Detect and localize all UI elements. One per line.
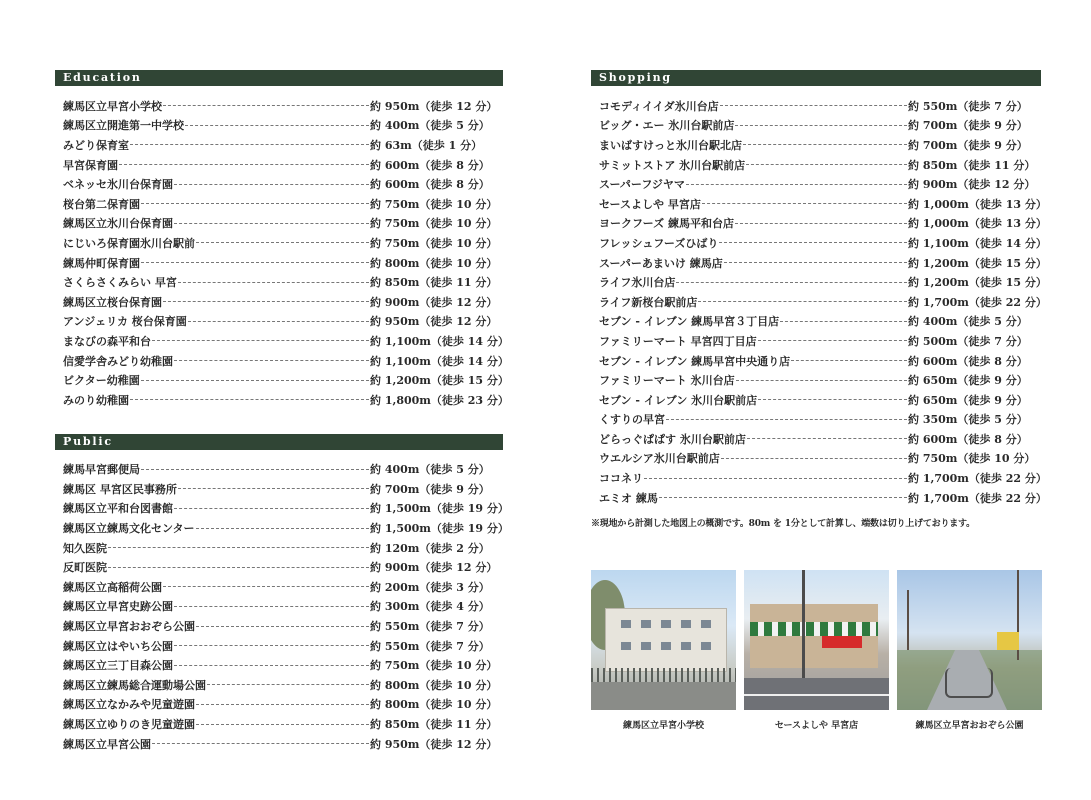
dotted-leader (196, 724, 369, 725)
distance-value: 約 850m（徒歩 11 分） (908, 158, 1036, 172)
facility-name: 早宮保育園 (63, 158, 118, 172)
facility-name: エミオ 練馬 (599, 491, 658, 505)
dotted-leader (174, 606, 369, 607)
dotted-leader (735, 223, 907, 224)
dotted-leader (720, 105, 907, 106)
distance-value: 約 1,000m（徒歩 13 分） (908, 217, 1047, 231)
distance-value: 約 750m（徒歩 10 分） (370, 659, 498, 673)
list-item (63, 214, 503, 234)
distance-value: 約 1,100m（徒歩 14 分） (370, 334, 509, 348)
facility-name: 信愛学舎みどり幼稚園 (63, 354, 173, 368)
facility-name: ベネッセ氷川台保育園 (63, 178, 173, 192)
list-item (63, 695, 503, 715)
right-column (591, 70, 1047, 530)
facility-name: くすりの早宮 (599, 413, 665, 427)
facility-name: 練馬区立練馬文化センター (63, 522, 195, 536)
dotted-leader (163, 301, 369, 302)
facility-name: まいばすけっと氷川台駅北店 (599, 138, 742, 152)
school-photo (591, 570, 736, 710)
facility-name: セブン - イレブン 氷川台駅前店 (599, 393, 758, 407)
facility-name: ヨークフーズ 練馬平和台店 (599, 217, 734, 231)
distance-value: 約 1,500m（徒歩 19 分） (370, 522, 509, 536)
list-item (63, 135, 503, 155)
facility-name: 桜台第二保育園 (63, 197, 140, 211)
distance-note: ※現地から計測した地図上の概測です。80m を 1分として計算し、端数は切り上げております。 (591, 519, 975, 530)
dotted-leader (178, 282, 369, 283)
distance-value: 約 600m（徒歩 8 分） (370, 178, 490, 192)
distance-value: 約 1,500m（徒歩 19 分） (370, 502, 509, 516)
facility-name: 練馬区立早宮史跡公園 (63, 600, 173, 614)
list-item (63, 538, 503, 558)
education-list (55, 96, 509, 410)
dotted-leader (196, 704, 369, 705)
distance-value: 約 900m（徒歩 12 分） (370, 295, 498, 309)
left-column (55, 70, 509, 753)
facility-name: ライフ新桜台駅前店 (599, 295, 698, 309)
list-item (63, 557, 503, 577)
distance-value: 約 850m（徒歩 11 分） (370, 276, 498, 290)
facility-name: ライフ氷川台店 (599, 276, 676, 290)
dotted-leader (666, 419, 907, 420)
distance-value: 約 1,200m（徒歩 15 分） (370, 374, 509, 388)
photo-card-store (744, 570, 889, 731)
distance-value: 約 1,200m（徒歩 15 分） (908, 276, 1047, 290)
facility-name: さくらさくみらい 早宮 (63, 276, 177, 290)
list-item (63, 370, 509, 390)
facility-name: 練馬区立練馬総合運動場公園 (63, 678, 206, 692)
distance-value: 約 650m（徒歩 9 分） (908, 374, 1028, 388)
distance-value: 約 750m（徒歩 10 分） (370, 197, 498, 211)
facility-name: 練馬区立早宮小学校 (63, 99, 162, 113)
dotted-leader (141, 262, 369, 263)
dotted-leader (119, 164, 369, 165)
facility-name: ビッグ・エー 氷川台駅前店 (599, 119, 735, 133)
photo-card-park (897, 570, 1042, 731)
distance-value: 約 900m（徒歩 12 分） (370, 561, 498, 575)
list-item (599, 214, 1047, 234)
facility-name: ファミリーマート 氷川台店 (599, 374, 735, 388)
store-photo (744, 570, 889, 710)
distance-value: 約 800m（徒歩 10 分） (370, 256, 498, 270)
distance-value: 約 900m（徒歩 12 分） (908, 178, 1036, 192)
facility-name: 練馬区立早宮おおぞら公園 (63, 620, 195, 634)
list-item (599, 312, 1041, 332)
distance-value: 約 750m（徒歩 10 分） (370, 217, 498, 231)
list-item (63, 253, 503, 273)
dotted-leader (196, 626, 369, 627)
dotted-leader (130, 144, 369, 145)
public-list (55, 460, 509, 754)
list-item (63, 174, 503, 194)
facility-name: フレッシュフーズひばり (599, 236, 719, 250)
dotted-leader (659, 497, 907, 498)
distance-value: 約 800m（徒歩 10 分） (370, 678, 498, 692)
distance-value: 約 300m（徒歩 4 分） (370, 600, 490, 614)
facility-name: 練馬区立氷川台保育園 (63, 217, 173, 231)
facility-name: セブン - イレブン 練馬早宮中央通り店 (599, 354, 791, 368)
dotted-leader (141, 203, 369, 204)
distance-value: 約 550m（徒歩 7 分） (370, 620, 490, 634)
distance-value: 約 550m（徒歩 7 分） (908, 99, 1028, 113)
distance-value: 約 600m（徒歩 8 分） (908, 354, 1028, 368)
facility-name: アンジェリカ 桜台保育園 (63, 315, 187, 329)
dotted-leader (702, 203, 907, 204)
facility-name: みどり保育室 (63, 138, 129, 152)
list-item (599, 390, 1041, 410)
dotted-leader (130, 399, 369, 400)
dotted-leader (698, 301, 907, 302)
distance-value: 約 1,200m（徒歩 15 分） (908, 256, 1047, 270)
list-item (599, 410, 1041, 430)
dotted-leader (141, 469, 369, 470)
dotted-leader (676, 282, 907, 283)
facility-name: まなびの森平和台 (63, 334, 151, 348)
dotted-leader (152, 340, 369, 341)
list-item (63, 233, 503, 253)
list-item (599, 116, 1041, 136)
distance-value: 約 1,100m（徒歩 14 分） (908, 236, 1047, 250)
dotted-leader (721, 458, 907, 459)
distance-value: 約 1,700m（徒歩 22 分） (908, 295, 1047, 309)
facility-name: ココネリ (599, 472, 643, 486)
dotted-leader (746, 164, 907, 165)
distance-value: 約 750m（徒歩 10 分） (908, 452, 1036, 466)
facility-name: 知久医院 (63, 541, 107, 555)
list-item (63, 636, 503, 656)
dotted-leader (185, 125, 369, 126)
shopping-heading: Shopping (591, 70, 1041, 86)
dotted-leader (174, 508, 369, 509)
list-item (63, 577, 503, 597)
education-heading: Education (55, 70, 503, 86)
facility-name: 練馬区立はやいち公園 (63, 639, 173, 653)
list-item (63, 499, 509, 519)
list-item (63, 194, 503, 214)
public-heading: Public (55, 434, 503, 450)
facility-name: スーパーフジヤマ (599, 178, 685, 192)
list-item (63, 292, 503, 312)
distance-value: 約 550m（徒歩 7 分） (370, 639, 490, 653)
dotted-leader (108, 567, 369, 568)
facility-name: 練馬区立高稲荷公園 (63, 580, 162, 594)
dotted-leader (747, 438, 907, 439)
list-item (599, 194, 1047, 214)
facility-name: 練馬区立開進第一中学校 (63, 119, 184, 133)
facility-name: ビクター幼稚園 (63, 374, 140, 388)
list-item (599, 449, 1041, 469)
distance-value: 約 200m（徒歩 3 分） (370, 580, 490, 594)
list-item (63, 155, 503, 175)
list-item (63, 390, 509, 410)
park-photo (897, 570, 1042, 710)
list-item (599, 233, 1047, 253)
dotted-leader (719, 242, 907, 243)
distance-value: 約 1,000m（徒歩 13 分） (908, 197, 1047, 211)
distance-value: 約 1,800m（徒歩 23 分） (370, 393, 509, 407)
list-item (599, 253, 1047, 273)
distance-value: 約 600m（徒歩 8 分） (370, 158, 490, 172)
distance-value: 約 950m（徒歩 12 分） (370, 315, 498, 329)
dotted-leader (736, 380, 907, 381)
distance-value: 約 600m（徒歩 8 分） (908, 432, 1028, 446)
dotted-leader (174, 223, 369, 224)
list-item (63, 351, 509, 371)
dotted-leader (791, 360, 907, 361)
distance-value: 約 850m（徒歩 11 分） (370, 718, 498, 732)
distance-value: 約 950m（徒歩 12 分） (370, 737, 498, 751)
dotted-leader (174, 184, 369, 185)
list-item (63, 460, 503, 480)
dotted-leader (724, 262, 907, 263)
list-item (63, 116, 503, 136)
list-item (63, 272, 503, 292)
list-item (599, 155, 1041, 175)
facility-name: 練馬区 早宮区民事務所 (63, 482, 177, 496)
facility-name: 練馬区立三丁目森公園 (63, 659, 173, 673)
distance-value: 約 400m（徒歩 5 分） (370, 463, 490, 477)
dotted-leader (196, 528, 369, 529)
dotted-leader (758, 340, 907, 341)
list-item (599, 292, 1047, 312)
dotted-leader (196, 242, 369, 243)
list-item (63, 312, 503, 332)
facility-name: セブン - イレブン 練馬早宮３丁目店 (599, 315, 780, 329)
distance-value: 約 400m（徒歩 5 分） (370, 119, 490, 133)
list-item (63, 479, 503, 499)
dotted-leader (735, 125, 907, 126)
list-item (599, 135, 1041, 155)
distance-value: 約 1,100m（徒歩 14 分） (370, 354, 509, 368)
dotted-leader (686, 184, 907, 185)
facility-name: 練馬早宮郵便局 (63, 463, 140, 477)
distance-value: 約 120m（徒歩 2 分） (370, 541, 490, 555)
dotted-leader (780, 321, 907, 322)
facility-name: にじいろ保育園氷川台駅前 (63, 236, 195, 250)
distance-value: 約 1,700m（徒歩 22 分） (908, 491, 1047, 505)
distance-value: 約 1,700m（徒歩 22 分） (908, 472, 1047, 486)
dotted-leader (178, 488, 369, 489)
facility-name: サミットストア 氷川台駅前店 (599, 158, 746, 172)
list-item (63, 96, 503, 116)
distance-value: 約 400m（徒歩 5 分） (908, 315, 1028, 329)
facility-name: 練馬区立桜台保育園 (63, 295, 162, 309)
photo-caption: 練馬区立早宮おおぞら公園 (915, 721, 1024, 731)
photo-card-school (591, 570, 736, 731)
dotted-leader (163, 105, 369, 106)
facility-name: 練馬区立平和台図書館 (63, 502, 173, 516)
facility-name: みのり幼稚園 (63, 393, 129, 407)
distance-value: 約 500m（徒歩 7 分） (908, 334, 1028, 348)
distance-value: 約 800m（徒歩 10 分） (370, 698, 498, 712)
facility-name: 練馬区立ゆりのき児童遊園 (63, 718, 195, 732)
photo-caption: 練馬区立早宮小学校 (622, 721, 704, 731)
dotted-leader (174, 360, 369, 361)
distance-value: 約 700m（徒歩 9 分） (370, 482, 490, 496)
facility-name: 練馬仲町保育園 (63, 256, 140, 270)
facility-name: ファミリーマート 早宮四丁目店 (599, 334, 757, 348)
list-item (63, 597, 503, 617)
list-item (599, 488, 1047, 508)
list-item (63, 675, 503, 695)
facility-name: どらっぐぱぱす 氷川台駅前店 (599, 432, 746, 446)
list-item (599, 370, 1041, 390)
facility-name: 反町医院 (63, 561, 107, 575)
distance-value: 約 750m（徒歩 10 分） (370, 236, 498, 250)
list-item (63, 655, 503, 675)
distance-value: 約 700m（徒歩 9 分） (908, 138, 1028, 152)
list-item (599, 331, 1041, 351)
dotted-leader (174, 665, 369, 666)
facility-name: スーパーあまいけ 練馬店 (599, 256, 723, 270)
facility-name: 練馬区立なかみや児童遊園 (63, 698, 195, 712)
distance-value: 約 63m（徒歩 1 分） (370, 138, 483, 152)
facility-name: ウエルシア氷川台駅前店 (599, 452, 720, 466)
list-item (63, 616, 503, 636)
dotted-leader (207, 684, 369, 685)
list-item (63, 714, 503, 734)
dotted-leader (141, 380, 369, 381)
facility-name: セースよしや 早宮店 (599, 197, 701, 211)
shopping-list (591, 96, 1047, 507)
dotted-leader (743, 144, 907, 145)
dotted-leader (644, 478, 907, 479)
list-item (63, 734, 503, 754)
dotted-leader (108, 547, 369, 548)
distance-value: 約 650m（徒歩 9 分） (908, 393, 1028, 407)
dotted-leader (163, 586, 369, 587)
list-item (599, 468, 1047, 488)
list-item (599, 272, 1047, 292)
list-item (599, 429, 1041, 449)
dotted-leader (174, 645, 369, 646)
list-item (599, 96, 1041, 116)
dotted-leader (152, 743, 369, 744)
dotted-leader (758, 399, 907, 400)
list-item (63, 518, 509, 538)
facility-name: 練馬区立早宮公園 (63, 737, 151, 751)
distance-value: 約 350m（徒歩 5 分） (908, 413, 1028, 427)
list-item (599, 174, 1041, 194)
list-item (63, 331, 509, 351)
distance-value: 約 700m（徒歩 9 分） (908, 119, 1028, 133)
distance-value: 約 950m（徒歩 12 分） (370, 99, 498, 113)
list-item (599, 351, 1041, 371)
photo-caption: セースよしや 早宮店 (774, 721, 859, 731)
facility-name: コモディイイダ氷川台店 (599, 99, 719, 113)
dotted-leader (188, 321, 369, 322)
